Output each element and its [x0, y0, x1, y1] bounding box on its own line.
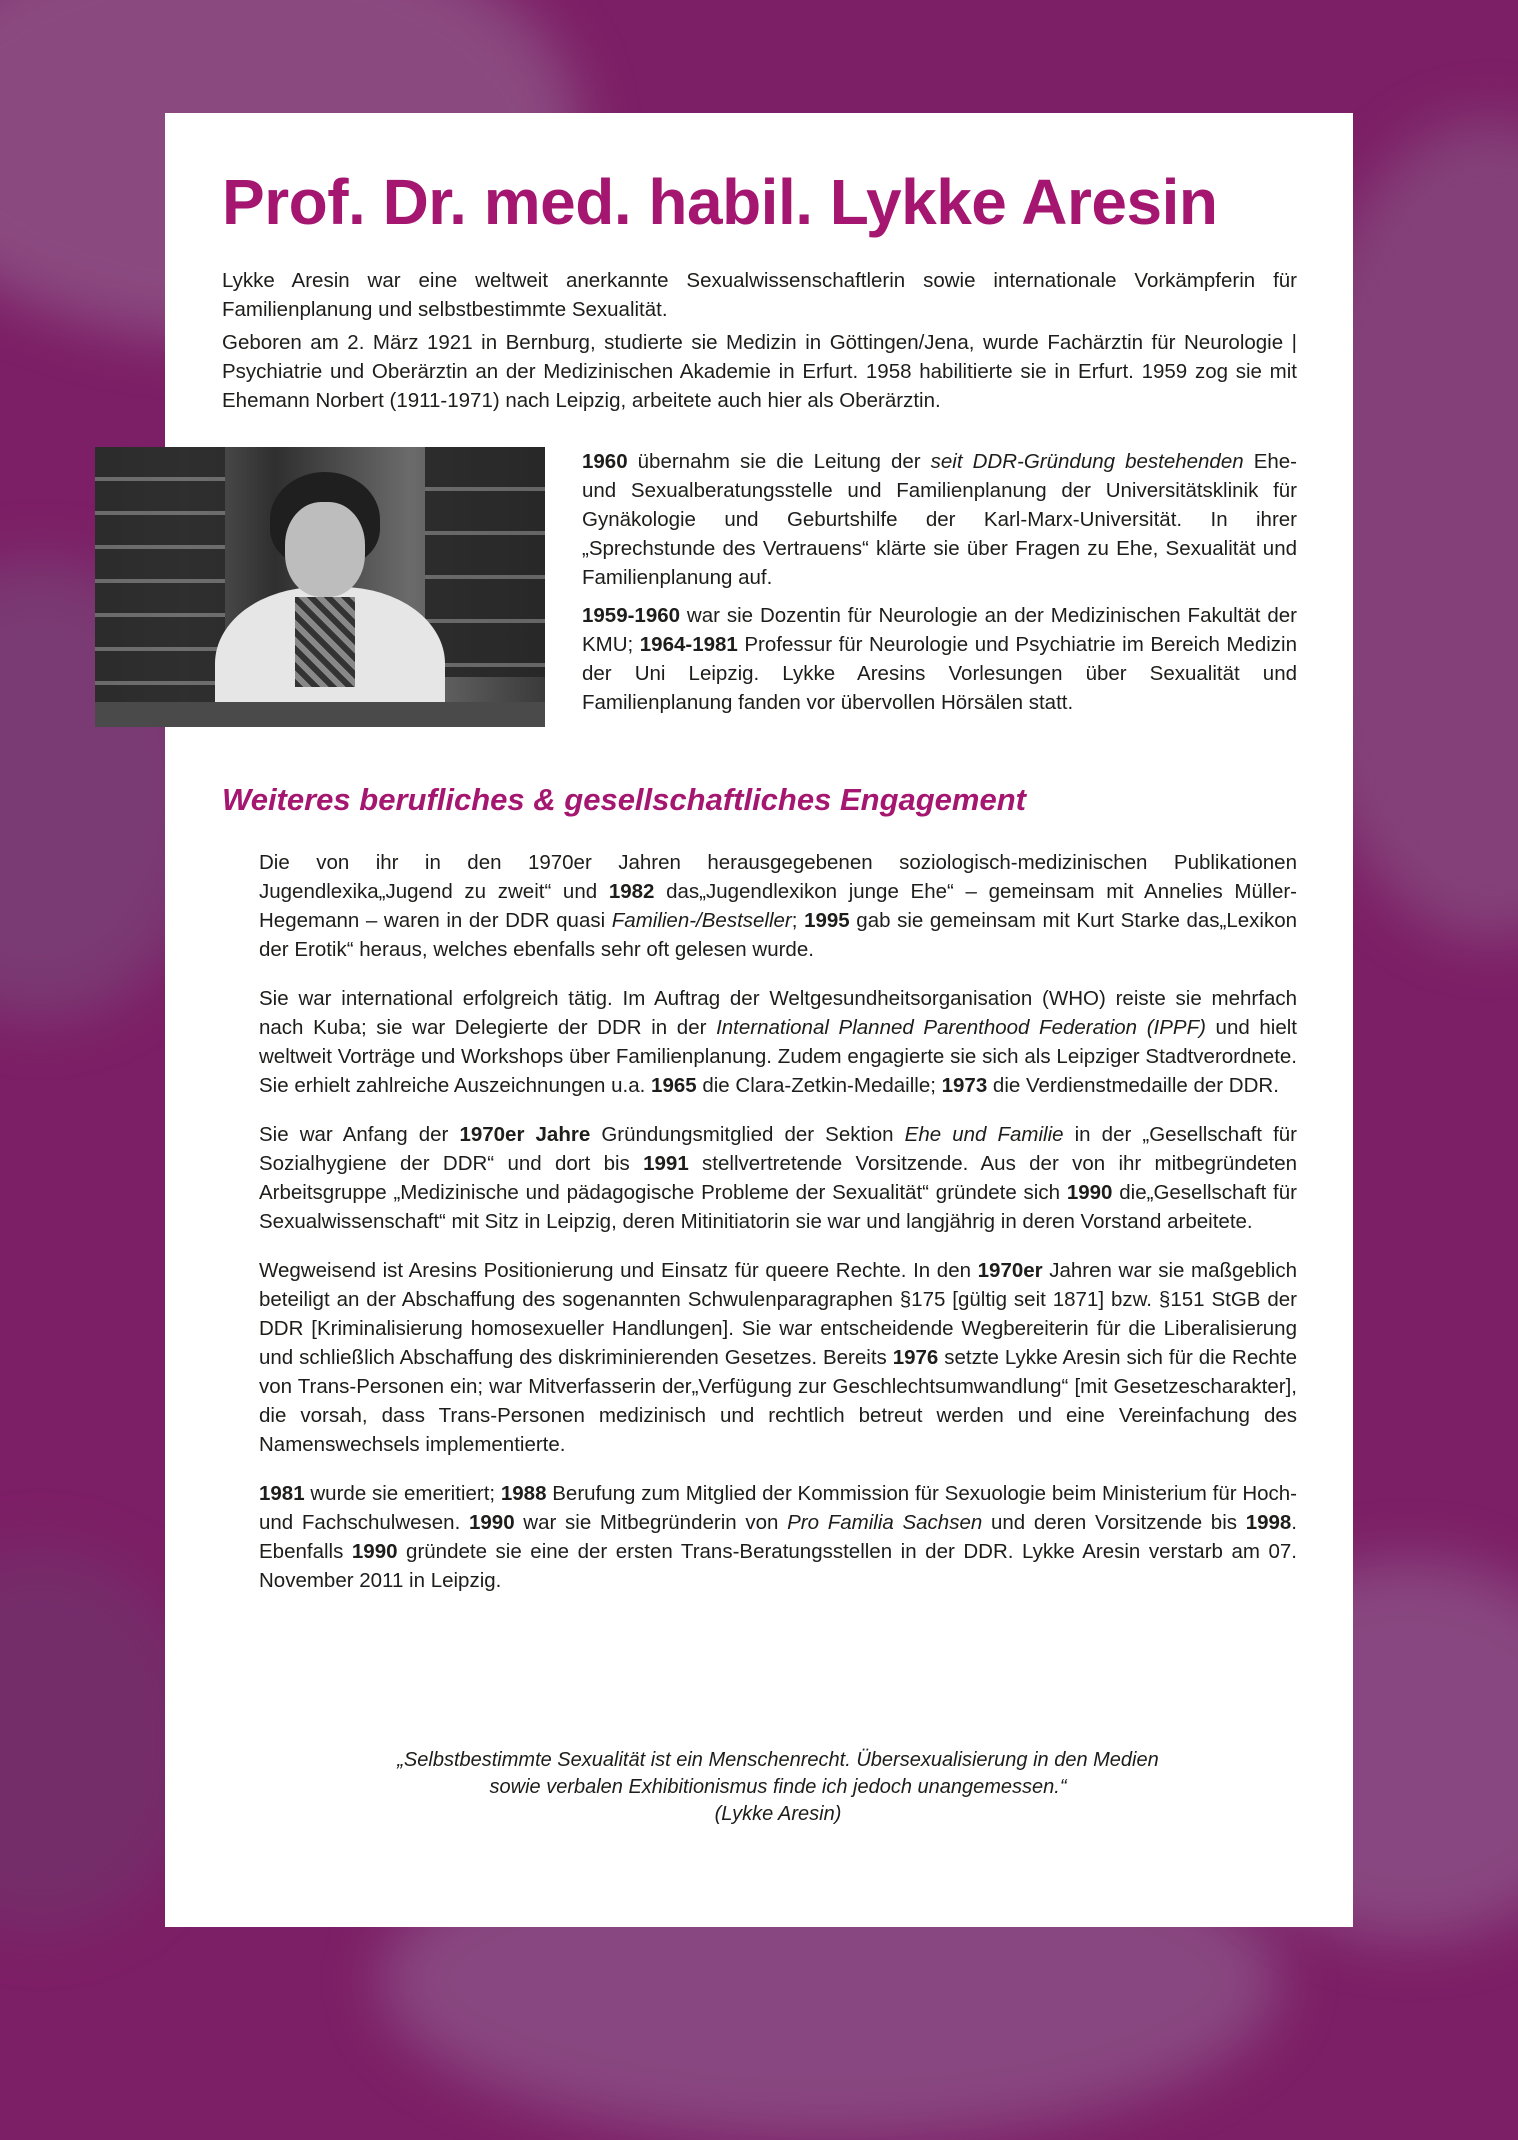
body-paragraph: Die von ihr in den 1970er Jahren herausgegebenen soziologisch-medizinischen Publikationen Jugendlexika„Jugend zu zweit“ und 1982 das„Jugendlexikon junge Ehe“ – gemeinsam mit Annelies Müller-Hegemann – waren in der DDR quasi Familien-/Bestseller; 1995 gab sie gemeinsam mit Kurt Starke das„Lexikon der Erotik“ heraus, welches ebenfalls sehr oft gelesen wurde.	[259, 851, 1298, 961]
body-paragraph: 1981 wurde sie emeritiert; 1988 Berufung zum Mitglied der Kommission für Sexuologie beim Ministerium für Hoch- und Fachschulwesen. 1990 war sie Mitbegründerin von Pro Familia Sachsen und deren Vorsitzende bis 1998. Ebenfalls 1990 gründete sie eine der ersten Trans-Beratungsstellen in der DDR. Lykke Aresin verstarb am 07. November 2011 in Leipzig.	[259, 1482, 1298, 1592]
career-section	[582, 447, 1297, 717]
engagement-section	[259, 848, 1297, 1595]
body-paragraph: Sie war international erfolgreich tätig. Im Auftrag der Weltgesundheitsorganisation (WHO) reiste sie mehrfach nach Kuba; sie war Delegierte der DDR in der International Planned Parenthood Federation (IPPF) und hielt weltweit Vorträge und Workshops über Familienplanung. Zudem engagierte sie sich als Leipziger Stadtverordnete. Sie erhielt zahlreiche Auszeichnungen u.a. 1965 die Clara-Zetkin-Medaille; 1973 die Verdienstmedaille der DDR.	[259, 987, 1298, 1097]
quote-author: (Lykke Aresin)	[714, 1803, 842, 1825]
portrait-photo	[95, 447, 545, 727]
body-paragraph: Wegweisend ist Aresins Positionierung und Einsatz für queere Rechte. In den 1970er Jahren war sie maßgeblich beteiligt an der Abschaffung des sogenannten Schwulenparagraphen §175 [gültig seit 1871] bzw. §151 StGB der DDR [Kriminalisierung homosexueller Handlungen]. Sie war entscheidende Wegbereiterin für die Liberalisierung und schließlich Abschaffung des diskriminierenden Gesetzes. Bereits 1976 setzte Lykke Aresin sich für die Rechte von Trans-Personen ein; war Mitverfasserin der„Verfügung zur Geschlechtsumwandlung“ [mit Gesetzescharakter], die vorsah, dass Trans-Personen medizinisch und rechtlich betreut werden und eine Vereinfachung des Namenswechsels implementierte.	[259, 1259, 1298, 1456]
intro-section	[222, 266, 1297, 415]
body-paragraph: Sie war Anfang der 1970er Jahre Gründungsmitglied der Sektion Ehe und Familie in der „Gesellschaft für Sozialhygiene der DDR“ und dort bis 1991 stellvertretende Vorsitzende. Aus der von ihr mitbegründeten Arbeitsgruppe „Medizinische und pädagogische Probleme der Sexualität“ gründete sich 1990 die„Gesellschaft für Sexualwissenschaft“ mit Sitz in Leipzig, deren Mitinitiatorin sie war und langjährig in deren Vorstand arbeitete.	[259, 1123, 1298, 1233]
poster-card	[165, 113, 1353, 1927]
intro-paragraph: Geboren am 2. März 1921 in Bernburg, studierte sie Medizin in Göttingen/Jena, wurde Fachärztin für Neurologie | Psychiatrie und Oberärztin an der Medizinischen Akademie in Erfurt. 1958 habilitierte sie in Erfurt. 1959 zog sie mit Ehemann Norbert (1911-1971) nach Leipzig, arbeitete auch hier als Oberärztin.	[222, 331, 1297, 412]
page-title: Prof. Dr. med. habil. Lykke Aresin	[222, 166, 1218, 238]
paragraph-1960: 1960 übernahm sie die Leitung der seit DDR-Gründung bestehenden Ehe- und Sexualberatungsstelle und Familienplanung der Universitätsklinik für Gynäkologie und Geburtshilfe der Karl-Marx-Universität. In ihrer „Sprechstunde des Vertrauens“ klärte sie über Fragen zu Ehe, Sexualität und Familienplanung auf.	[582, 450, 1297, 589]
quote-line: „Selbstbestimmte Sexualität ist ein Menschenrecht. Übersexualisierung in den Medien	[397, 1749, 1159, 1771]
section-heading: Weiteres berufliches & gesellschaftliches Engagement	[222, 782, 1026, 817]
paragraph-1959: 1959-1960 war sie Dozentin für Neurologie an der Medizinischen Fakultät der KMU; 1964-1981 Professur für Neurologie und Psychiatrie im Bereich Medizin der Uni Leipzig. Lykke Aresins Vorlesungen über Sexualität und Familienplanung fanden vor übervollen Hörsälen statt.	[582, 604, 1297, 714]
quote-block	[259, 1747, 1297, 1828]
intro-paragraph: Lykke Aresin war eine weltweit anerkannte Sexualwissenschaftlerin sowie internationale Vorkämpferin für Familienplanung und selbstbestimmte Sexualität.	[222, 269, 1297, 321]
quote-line: sowie verbalen Exhibitionismus finde ich jedoch unangemessen.“	[489, 1776, 1067, 1798]
